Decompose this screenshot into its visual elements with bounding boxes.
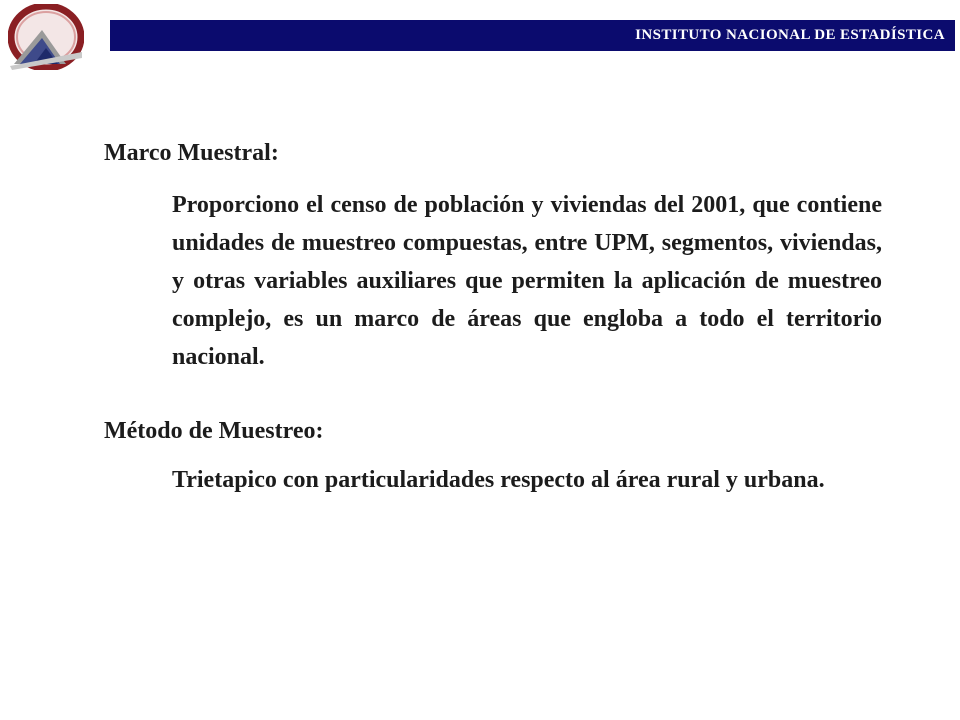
slide-content bbox=[104, 138, 882, 499]
section-text-marco-muestral: Proporciono el censo de población y viviendas del 2001, que contiene unidades de muestreo compuestas, entre UPM, segmentos, viviendas, y otras variables auxiliares que permiten la aplicación de muestreo complejo, es un marco de áreas que engloba a todo el territorio nacional. bbox=[172, 192, 882, 370]
header-title: INSTITUTO NACIONAL DE ESTADÍSTICA bbox=[635, 27, 945, 43]
header-bar bbox=[110, 20, 955, 51]
ine-logo-icon bbox=[8, 4, 84, 70]
section-text-metodo-muestreo: Trietapico con particularidades respecto al área rural y urbana. bbox=[172, 467, 825, 493]
section-heading-marco-muestral: Marco Muestral: bbox=[104, 140, 279, 166]
section-heading-metodo-muestreo: Método de Muestreo: bbox=[104, 418, 324, 444]
